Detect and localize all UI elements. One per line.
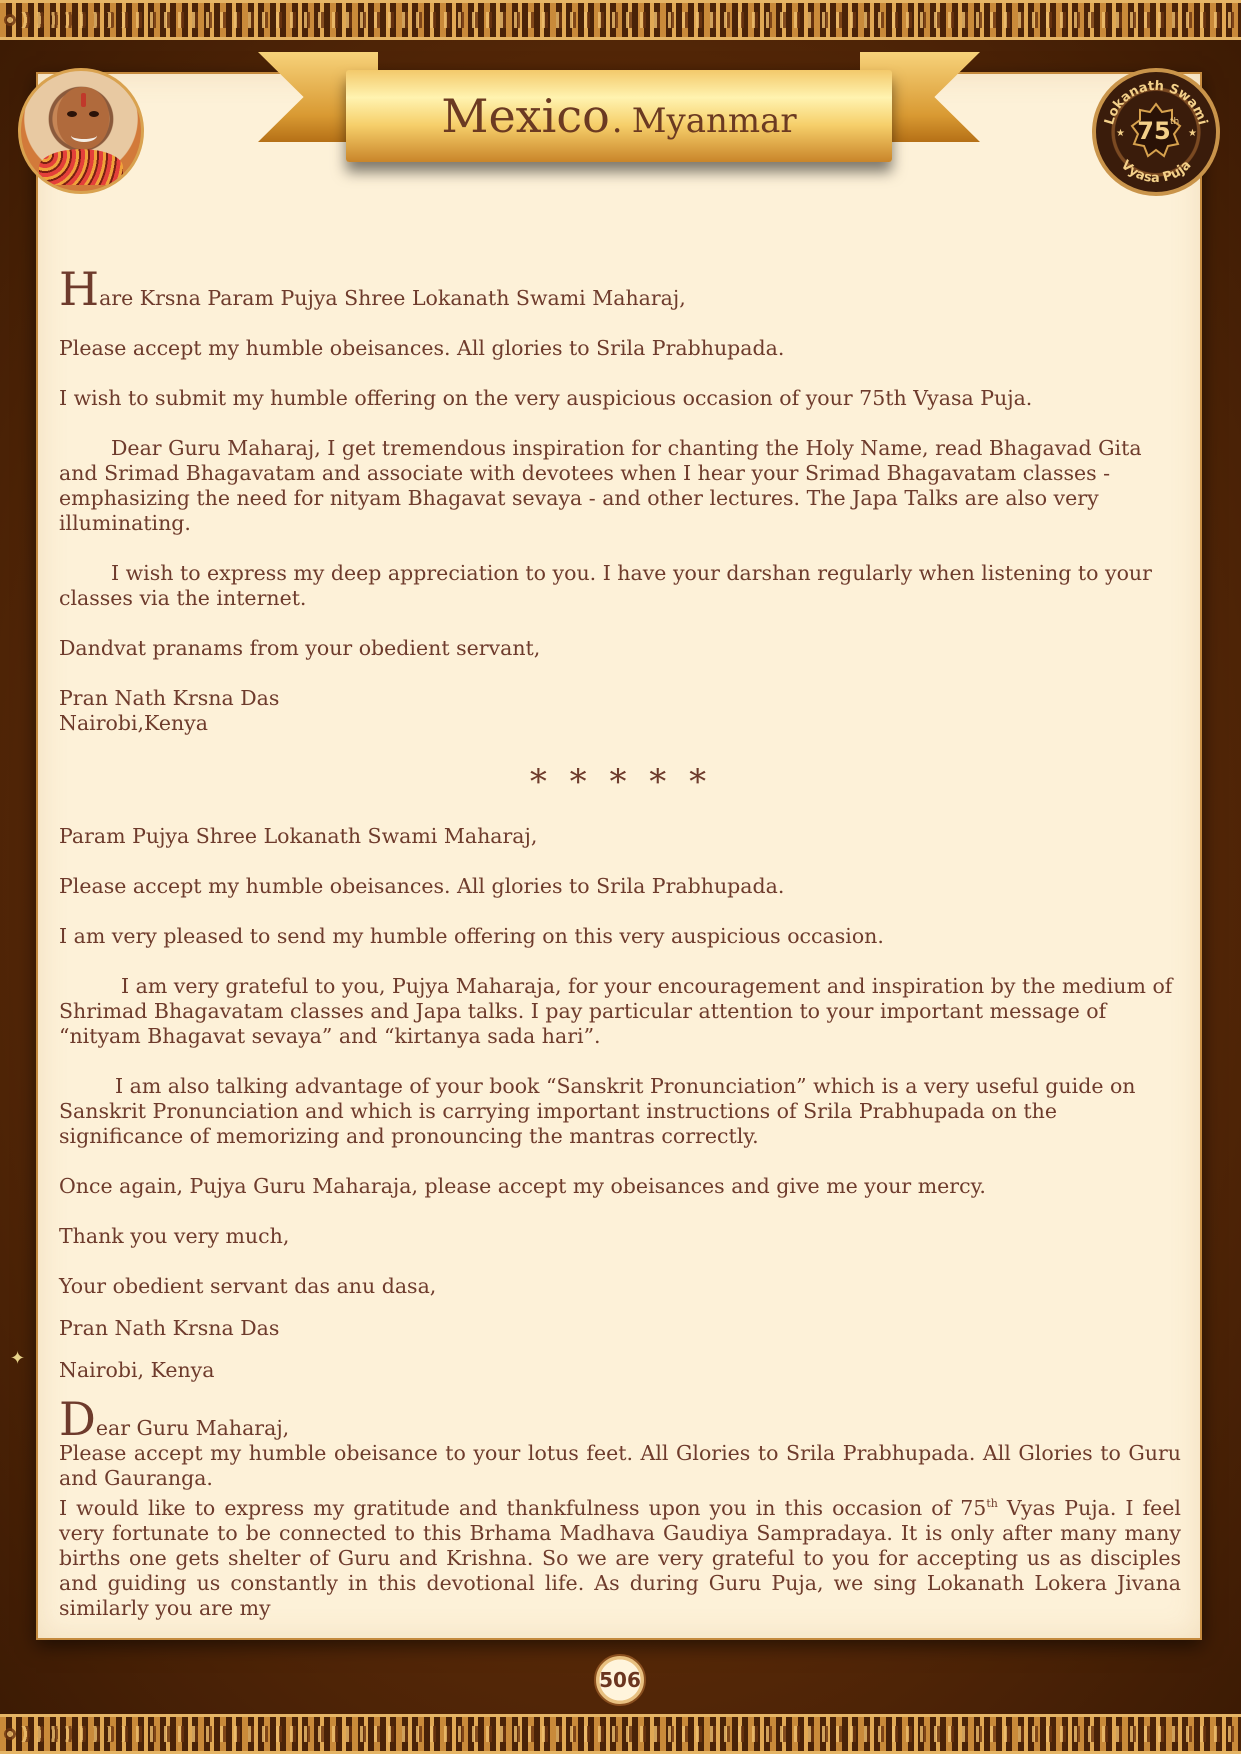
offering-2-signature-location: Nairobi, Kenya bbox=[59, 1358, 215, 1382]
offering-1-paragraph-2: I wish to submit my humble offering on the very auspicious occasion of your 75th Vyasa Puja. bbox=[59, 386, 1033, 410]
dropcap-d: D bbox=[59, 1392, 96, 1446]
top-ornamental-border bbox=[0, 0, 1241, 40]
offering-1-obeisances: Please accept my humble obeisances. All glories to Srila Prabhupada. bbox=[59, 336, 785, 360]
bottom-ornamental-border bbox=[0, 1714, 1241, 1754]
seal-superscript: th bbox=[1170, 117, 1180, 127]
sparkle-decoration-icon: ✦ bbox=[10, 1348, 26, 1369]
offering-2-obeisances: Please accept my humble obeisances. All glories to Srila Prabhupada. bbox=[59, 874, 785, 898]
title-secondary: Myanmar bbox=[631, 101, 797, 141]
page-number-badge: 506 bbox=[594, 1654, 646, 1706]
dropcap-h: H bbox=[59, 262, 100, 316]
offering-2-paragraph-4: I am also talking advantage of your book “Sanskrit Pronunciation” which is a very useful guide on Sanskrit Pronunciation and which is carrying important instructions of Srila Prabhupada on the significance of memorizing and pronouncing the mantras correctly. bbox=[59, 1074, 1136, 1148]
seal-number: 75 bbox=[1137, 117, 1171, 145]
offering-3-paragraph-1: Please accept my humble obeisance to your lotus feet. All Glories to Srila Prabhupada. All Glories to Guru and Gauranga. bbox=[59, 1441, 1181, 1490]
ribbon-banner bbox=[346, 70, 892, 162]
offering-1-salutation: Hare Krsna Param Pujya Shree Lokanath Swami Maharaj, bbox=[59, 262, 686, 316]
svg-text:Vyasa Puja bbox=[1118, 158, 1195, 186]
offering-2-paragraph-5: Once again, Pujya Guru Maharaja, please accept my obeisances and give me your mercy. bbox=[59, 1174, 986, 1198]
offering-1-paragraph-3: Dear Guru Maharaj, I get tremendous inspiration for chanting the Holy Name, read Bhagavad Gita and Srimad Bhagavatam and associate with devotees when I hear your Srimad Bhagavatam classes - emphasizing the need for nityam Bhagavat sevaya - and other lectures. The Japa Talks are also very illuminating. bbox=[59, 436, 1142, 535]
offering-text-body bbox=[59, 262, 1181, 1621]
title-primary: Mexico bbox=[441, 89, 610, 143]
offering-1-signature-location: Nairobi,Kenya bbox=[59, 711, 208, 735]
seal-top-text: Lokanath Swami bbox=[1102, 78, 1210, 127]
offering-3-paragraph-2: I would like to express my gratitude and thankfulness upon you in this occasion of 75th Vyas Puja. I feel very fortunate to be connected to this Brhama Madhava Gaudiya Sampradaya. It is only after many many births one gets shelter of Guru and Krishna. So we are very grateful to you for accepting us as disciples and guiding us constantly in this devotional life. As during Guru Puja, we sing Lokanath Lokera Jivana similarly you are my bbox=[59, 1495, 1181, 1620]
offering-2-paragraph-3: I am very grateful to you, Pujya Maharaja, for your encouragement and inspiration by the medium of Shrimad Bhagavatam classes and Japa talks. I pay particular attention to your important message of “nityam Bhagavat sevaya” and “kirtanya sada hari”. bbox=[59, 974, 1173, 1048]
svg-text:★: ★ bbox=[1116, 128, 1125, 139]
vyasa-puja-75-seal-logo bbox=[1092, 68, 1220, 196]
offering-2-salutation: Param Pujya Shree Lokanath Swami Maharaj, bbox=[59, 824, 538, 848]
page-title bbox=[441, 89, 796, 143]
seal-bottom-text: Vyasa Puja bbox=[1117, 157, 1195, 187]
offering-1-signature-name: Pran Nath Krsna Das bbox=[59, 686, 280, 710]
section-separator-stars: * * * * * bbox=[529, 762, 713, 802]
offering-2-paragraph-2: I am very pleased to send my humble offering on this very auspicious occasion. bbox=[59, 924, 884, 948]
offering-1-closing: Dandvat pranams from your obedient servant, bbox=[59, 636, 541, 660]
offering-2-signature-name: Pran Nath Krsna Das bbox=[59, 1316, 280, 1340]
offering-2-thanks: Thank you very much, bbox=[59, 1224, 290, 1248]
offering-2-closing: Your obedient servant das anu dasa, bbox=[59, 1274, 437, 1298]
title-ribbon bbox=[258, 50, 980, 180]
offering-1-paragraph-4: I wish to express my deep appreciation to you. I have your darshan regularly when listening to your classes via the internet. bbox=[59, 561, 1152, 610]
offering-3-salutation: Dear Guru Maharaj, bbox=[59, 1392, 290, 1446]
title-separator: . bbox=[611, 101, 623, 141]
guru-portrait-avatar bbox=[18, 68, 144, 194]
svg-text:★: ★ bbox=[1188, 128, 1197, 139]
